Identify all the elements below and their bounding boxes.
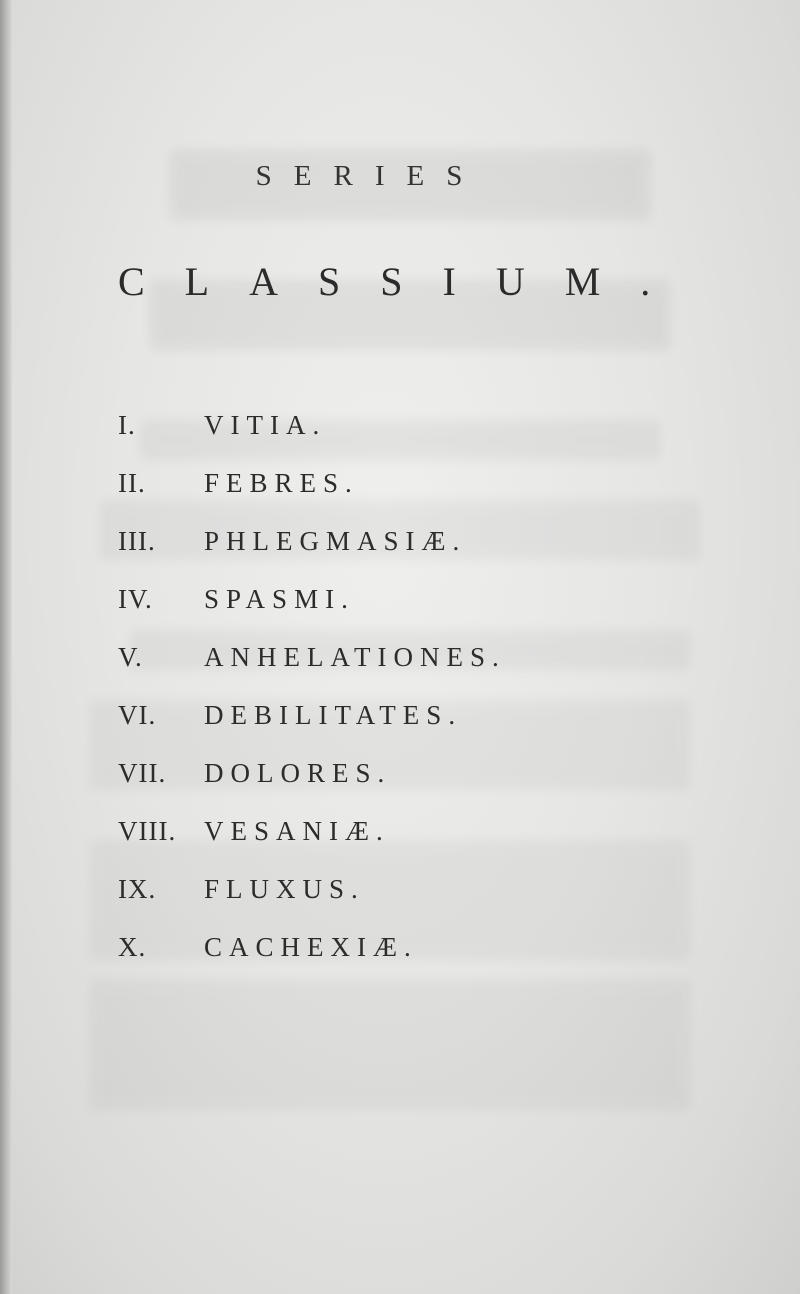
class-name: FLUXUS. bbox=[204, 873, 365, 904]
class-name: DEBILITATES. bbox=[204, 699, 463, 730]
class-name: SPASMI. bbox=[204, 583, 355, 614]
class-numeral: VII. bbox=[118, 757, 167, 788]
class-name: VESANIÆ. bbox=[204, 815, 390, 846]
class-item bbox=[118, 570, 506, 628]
class-item bbox=[118, 454, 506, 512]
class-name: VITIA. bbox=[204, 409, 327, 440]
class-name: DOLORES. bbox=[204, 757, 392, 788]
classium-title: CLASSIUM. bbox=[118, 259, 691, 304]
class-item bbox=[118, 512, 506, 570]
class-name: FEBRES. bbox=[204, 467, 359, 498]
class-name: CACHEXIÆ. bbox=[204, 931, 418, 962]
class-item bbox=[118, 860, 506, 918]
class-numeral: II. bbox=[118, 467, 146, 498]
class-item bbox=[118, 802, 506, 860]
page-gutter-shadow bbox=[0, 0, 12, 1294]
class-numeral: IV. bbox=[118, 583, 153, 614]
class-numeral: X. bbox=[118, 931, 147, 962]
class-numeral: VI. bbox=[118, 699, 157, 730]
class-name: ANHELATIONES. bbox=[204, 641, 506, 672]
class-item bbox=[118, 628, 506, 686]
class-name: PHLEGMASIÆ. bbox=[204, 525, 467, 556]
class-item bbox=[118, 686, 506, 744]
class-item bbox=[118, 396, 506, 454]
class-list bbox=[118, 396, 506, 976]
class-numeral: I. bbox=[118, 409, 136, 440]
class-numeral: V. bbox=[118, 641, 143, 672]
series-heading: SERIES bbox=[255, 160, 485, 192]
class-numeral: VIII. bbox=[118, 815, 177, 846]
class-item bbox=[118, 744, 506, 802]
class-numeral: IX. bbox=[118, 873, 157, 904]
class-item bbox=[118, 918, 506, 976]
class-numeral: III. bbox=[118, 525, 156, 556]
